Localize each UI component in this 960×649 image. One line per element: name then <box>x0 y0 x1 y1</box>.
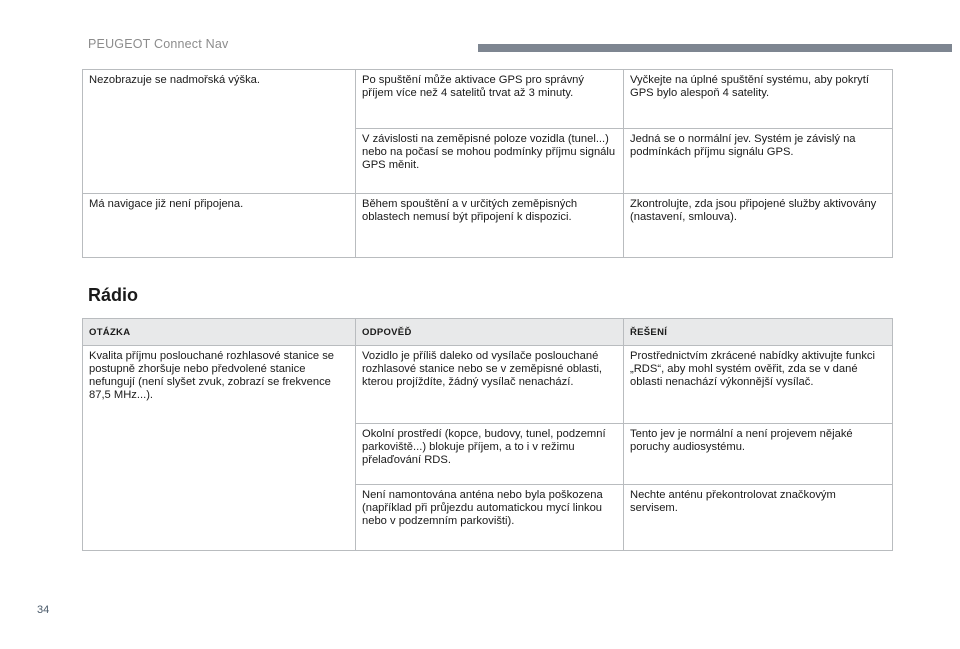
table-header-row <box>83 319 893 346</box>
question-cell: Má navigace již není připojena. <box>83 194 356 258</box>
question-cell: Kvalita příjmu poslouchané rozhlasové stanice se postupně zhoršuje nebo předvolené stanice nefungují (není slyšet zvuk, zobrazí se frekvence 87,5 MHz...). <box>83 346 356 424</box>
solution-cell: Jedná se o normální jev. Systém je závislý na podmínkách příjmu signálu GPS. <box>624 129 893 194</box>
column-header-answer: ODPOVĚĎ <box>356 319 624 346</box>
solution-cell: Nechte anténu překontrolovat značkovým servisem. <box>624 485 893 551</box>
solution-cell: Vyčkejte na úplné spuštění systému, aby pokrytí GPS bylo alespoň 4 satelity. <box>624 70 893 129</box>
column-header-question: OTÁZKA <box>83 319 356 346</box>
header-title: PEUGEOT Connect Nav <box>88 37 229 51</box>
table-row <box>83 70 893 129</box>
table-row <box>83 346 893 424</box>
answer-cell: Okolní prostředí (kopce, budovy, tunel, podzemní parkoviště...) blokuje příjem, a to i v režimu přelaďování RDS. <box>356 424 624 485</box>
answer-cell: Není namontována anténa nebo byla poškozena (například při průjezdu automatickou mycí linkou nebo v podzemním parkovišti). <box>356 485 624 551</box>
answer-cell: Po spuštění může aktivace GPS pro správný příjem více než 4 satelitů trvat až 3 minuty. <box>356 70 624 129</box>
table-row <box>83 129 893 194</box>
solution-cell: Prostřednictvím zkrácené nabídky aktivujte funkci „RDS“, aby mohl systém ověřit, zda se v dané oblasti nenachází výkonnější vysílač. <box>624 346 893 424</box>
question-cell <box>83 129 356 194</box>
radio-troubleshooting-table <box>82 318 893 551</box>
gps-troubleshooting-table <box>82 69 893 258</box>
table-row <box>83 485 893 551</box>
answer-cell: Během spouštění a v určitých zeměpisných oblastech nemusí být připojení k dispozici. <box>356 194 624 258</box>
table-row <box>83 424 893 485</box>
answer-cell: Vozidlo je příliš daleko od vysílače poslouchané rozhlasové stanice nebo se v zeměpisné oblasti, kterou projíždíte, žádný vysílač nenachází. <box>356 346 624 424</box>
question-cell <box>83 485 356 551</box>
question-cell <box>83 424 356 485</box>
question-cell: Nezobrazuje se nadmořská výška. <box>83 70 356 129</box>
page-number: 34 <box>37 604 50 616</box>
section-title: Rádio <box>88 285 139 305</box>
header-bar <box>478 44 952 52</box>
table-row <box>83 194 893 258</box>
answer-cell: V závislosti na zeměpisné poloze vozidla (tunel...) nebo na počasí se mohou podmínky příjmu signálu GPS měnit. <box>356 129 624 194</box>
solution-cell: Tento jev je normální a není projevem nějaké poruchy audiosystému. <box>624 424 893 485</box>
solution-cell: Zkontrolujte, zda jsou připojené služby aktivovány (nastavení, smlouva). <box>624 194 893 258</box>
column-header-solution: ŘEŠENÍ <box>624 319 893 346</box>
